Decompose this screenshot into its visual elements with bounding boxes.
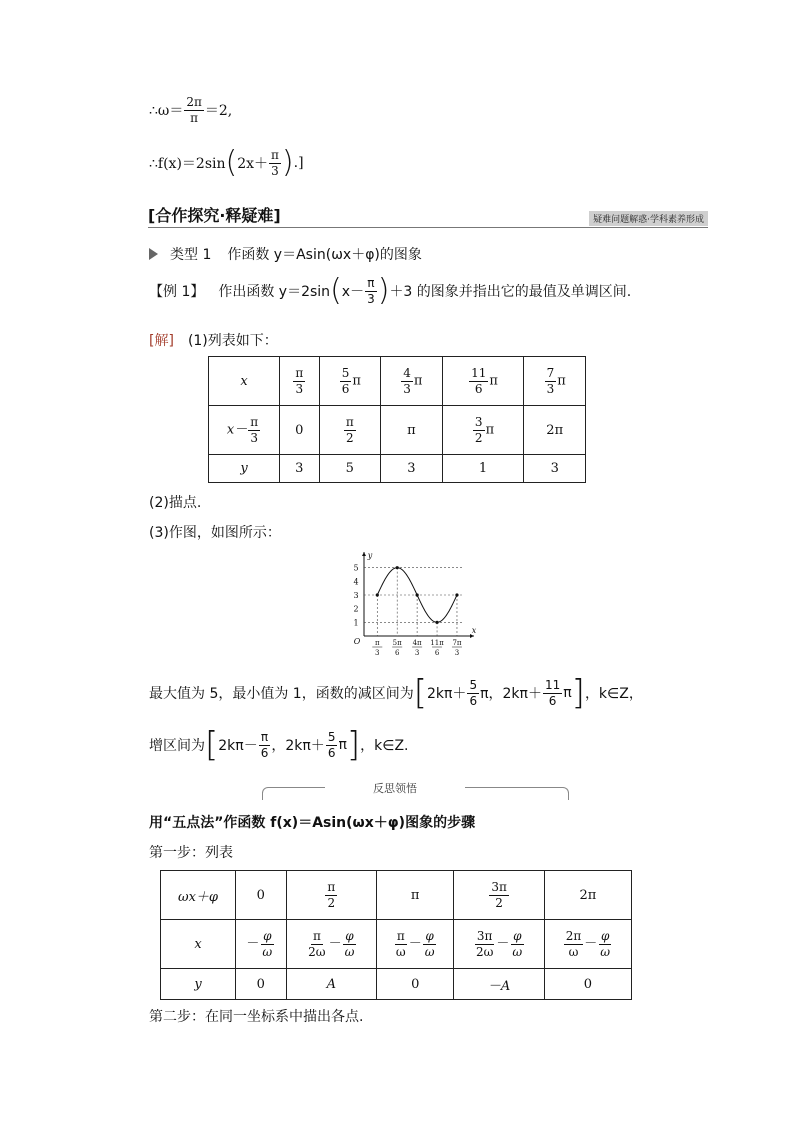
table-cell: $\frac{3}{2}$ π — [442, 406, 524, 455]
type-heading — [149, 244, 422, 264]
type-label: 类型 1 — [170, 247, 212, 263]
example-fraction: $\frac{\pi}{3}$ — [367, 275, 375, 306]
table-cell: $\frac{\pi}{2}$ — [286, 871, 376, 920]
reflect-step1: 第一步：列表 — [149, 845, 233, 861]
data-point — [376, 593, 379, 596]
y-tick-label: 1 — [353, 618, 359, 628]
table-head-y: y — [209, 455, 280, 483]
table-cell: 0 — [544, 969, 631, 1000]
x-tick-label-den: 6 — [394, 649, 400, 657]
table-cell: $\frac{2\pi}{\omega}$ － $\frac{\varphi}{\omega}$ — [544, 920, 631, 969]
left-paren: ( — [225, 145, 238, 180]
table-cell: $\frac{\pi}{2}$ — [319, 406, 381, 455]
x-tick-label-num: 4π — [412, 639, 422, 647]
x-tick-label-num: 5π — [392, 639, 402, 647]
table-cell: $\frac{4}{3}$ π — [381, 357, 443, 406]
table-cell: 2π — [544, 871, 631, 920]
left-bracket: [ — [205, 725, 219, 765]
data-point — [416, 593, 419, 596]
five-point-table — [160, 870, 632, 1000]
value-table — [208, 356, 586, 483]
conclusion-line-2: 增区间为 [ 2kπ－ $\frac{\pi}{6}$ ，2kπ＋ $\frac{5}{6}$ π ] ，k∈Z. — [149, 725, 409, 765]
omega-prefix: ∴ω＝ — [149, 103, 184, 120]
reflect-label: 反思领悟 — [325, 780, 465, 796]
table-cell: $\frac{3\pi}{2}$ — [454, 871, 544, 920]
x-tick-label-num: π — [374, 639, 380, 647]
table-cell: 2π — [524, 406, 586, 455]
x-tick-label-num: 7π — [452, 639, 462, 647]
table-cell: $\frac{7}{3}$ π — [524, 357, 586, 406]
y-tick-label: 4 — [353, 577, 359, 587]
right-paren: ) — [281, 145, 294, 180]
table-cell: －A — [454, 969, 544, 1000]
table-cell: $\frac{5}{6}$ π — [319, 357, 381, 406]
y-tick-label: 2 — [353, 604, 359, 614]
solution-step2: (2)描点. — [149, 495, 202, 511]
table-cell: $\frac{\pi}{3}$ — [280, 357, 320, 406]
data-point — [435, 621, 438, 624]
function-fraction: $\frac{\pi}{3}$ — [271, 147, 279, 178]
x-tick-label-den: 3 — [454, 649, 460, 657]
table-head-arg: x－ $\frac{\pi}{3}$ — [209, 406, 280, 455]
section-tag: 疑难问题解惑·学科素养形成 — [589, 211, 708, 226]
x-tick-label-den: 6 — [434, 649, 440, 657]
table-row — [161, 920, 632, 969]
table-cell: π — [376, 871, 453, 920]
section-title: [合作探究·释疑难] — [148, 206, 281, 225]
table-cell: $\frac{\pi}{\omega}$ － $\frac{\varphi}{\omega}$ — [376, 920, 453, 969]
table-cell: A — [286, 969, 376, 1000]
table-head: y — [161, 969, 236, 1000]
y-tick-label: 3 — [353, 591, 359, 600]
solution-step1-text: (1)列表如下： — [187, 333, 278, 349]
example-text-b: ＋3 的图象并指出它的最值及单调区间. — [389, 284, 632, 300]
x-tick-label-den: 3 — [375, 649, 380, 657]
table-cell: 0 — [280, 406, 320, 455]
right-bracket: ] — [346, 725, 361, 765]
table-cell: $\frac{11}{6}$ π — [442, 357, 524, 406]
table-cell: 3 — [524, 455, 586, 483]
function-inner: 2x＋ — [237, 156, 269, 172]
table-cell: $\frac{\pi}{2\omega}$ － $\frac{\varphi}{\omega}$ — [286, 920, 376, 969]
table-cell: 0 — [236, 871, 287, 920]
table-cell: － $\frac{\varphi}{\omega}$ — [236, 920, 287, 969]
table-row-arg — [209, 406, 586, 455]
origin-label: O — [353, 637, 361, 646]
y-axis-arrow — [362, 552, 366, 556]
data-point — [396, 566, 399, 569]
function-suffix: .] — [293, 155, 304, 171]
right-paren: ) — [377, 273, 390, 308]
example-inner: x－ — [341, 284, 365, 300]
omega-fraction: $\frac{2\pi}{\pi}$ — [186, 95, 202, 125]
table-row-x — [209, 357, 586, 406]
omega-suffix: ＝2, — [204, 103, 233, 120]
x-axis-label: x — [471, 626, 477, 635]
solution-label: [解] — [149, 333, 174, 349]
example-label: 【例 1】 — [149, 284, 205, 300]
x-tick-label-den: 3 — [414, 649, 420, 657]
table-cell: 0 — [236, 969, 287, 1000]
sine-graph — [340, 548, 480, 663]
table-row — [161, 871, 632, 920]
type-title: 作函数 y＝Asin(ωx＋φ)的图象 — [227, 247, 422, 263]
table-row-y — [209, 455, 586, 483]
solution-step3: (3)作图，如图所示： — [149, 525, 281, 541]
triangle-bullet-icon — [149, 248, 158, 260]
y-tick-label: 5 — [353, 563, 359, 573]
table-cell: 5 — [319, 455, 381, 483]
reflect-step2: 第二步：在同一坐标系中描出各点. — [149, 1009, 364, 1025]
x-tick-label-num: 11π — [430, 639, 444, 647]
table-cell: 1 — [442, 455, 524, 483]
conclusion-line-1: 最大值为 5，最小值为 1，函数的减区间为 [ 2kπ＋ $\frac{5}{6}$ π，2kπ＋ $\frac{11}{6}$ π ] ，k∈Z， — [149, 673, 643, 713]
table-row — [161, 969, 632, 1000]
table-cell: $\frac{3\pi}{2\omega}$ － $\frac{\varphi}{\omega}$ — [454, 920, 544, 969]
table-head: ωx＋φ — [161, 871, 236, 920]
left-bracket: [ — [413, 673, 427, 713]
example-text-a: 作出函数 y＝2sin — [218, 284, 331, 300]
example-line — [149, 273, 632, 308]
right-bracket: ] — [571, 673, 585, 713]
left-paren: ( — [330, 273, 342, 308]
table-cell: 3 — [280, 455, 320, 483]
reflect-heading: 用“五点法”作函数 f(x)＝Asin(ωx＋φ)图象的步骤 — [149, 815, 476, 831]
table-cell: π — [381, 406, 443, 455]
data-point — [455, 593, 458, 596]
table-cell: 3 — [381, 455, 443, 483]
table-cell: 0 — [376, 969, 453, 1000]
section-header — [148, 203, 708, 228]
solution-step1 — [149, 330, 278, 350]
table-head: x — [161, 920, 236, 969]
function-prefix: ∴f(x)＝2sin — [149, 156, 226, 172]
function-result-line — [149, 145, 304, 180]
y-axis-label: y — [367, 551, 373, 560]
table-head-x: x — [209, 357, 280, 406]
omega-result-line — [149, 96, 232, 124]
